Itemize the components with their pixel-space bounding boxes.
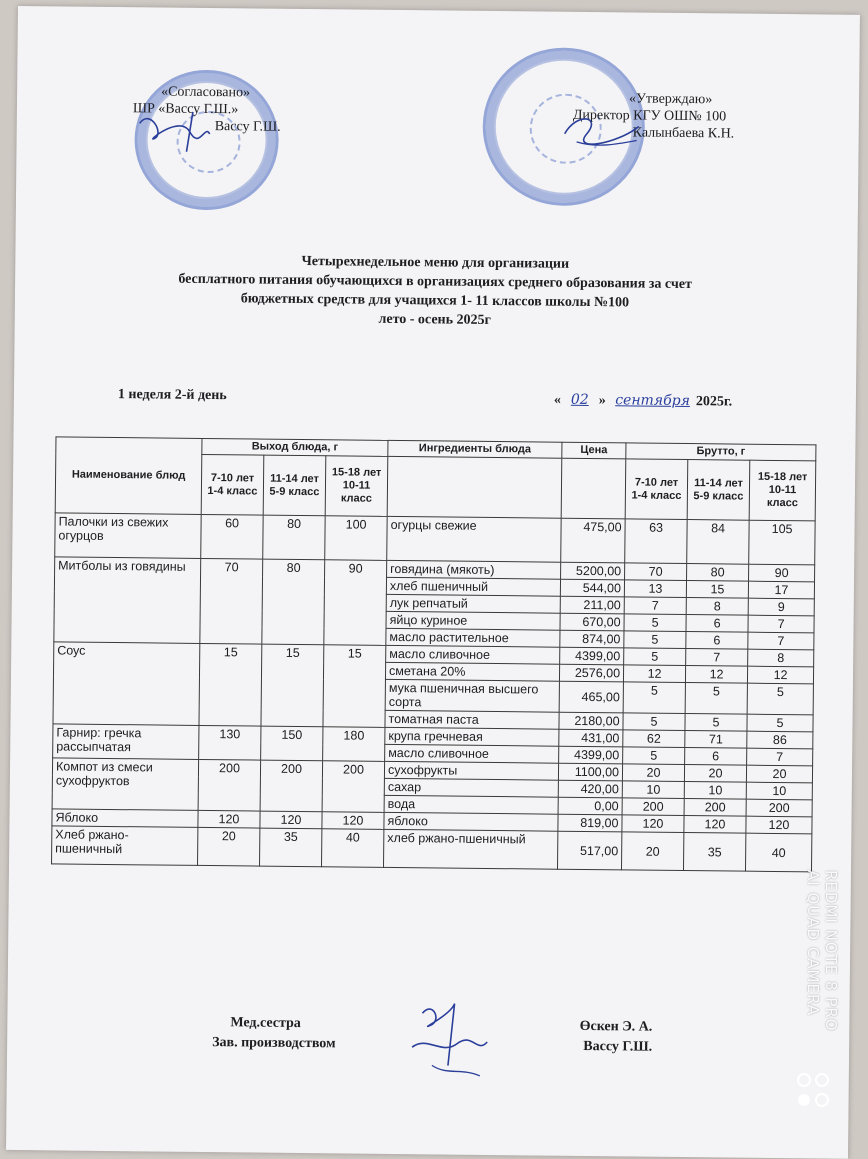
left-approval-heading: «Согласовано» — [161, 84, 251, 101]
header-yield-age-3: 15-18 лет 10-11 класс — [325, 456, 388, 517]
brutto-value: 20 — [622, 764, 684, 782]
yield-value: 130 — [199, 725, 261, 760]
header-dish: Наименование блюд — [55, 437, 202, 515]
title-line-2: бесплатного питания обучающихся в организациях среднего образования за счет — [178, 271, 692, 293]
brutto-value: 200 — [684, 799, 746, 817]
dish-name: Гарнир: гречка рассыпчатая — [53, 724, 199, 760]
dish-name: Палочки из свежих огурцов — [55, 513, 201, 559]
watermark-line-2: AI QUAD CAMERA — [804, 870, 822, 1017]
brutto-value: 5 — [623, 747, 685, 765]
yield-value: 120 — [198, 810, 260, 828]
brutto-value: 5 — [747, 714, 813, 732]
price-value: 0,00 — [558, 797, 622, 815]
brutto-value: 7 — [748, 615, 814, 633]
ingredient-name: хлеб пшеничный — [386, 577, 560, 596]
brutto-value: 7 — [747, 748, 813, 766]
brutto-value: 120 — [684, 816, 746, 834]
dish-name: Хлеб ржано-пшеничный — [52, 826, 198, 866]
brutto-value: 120 — [622, 815, 684, 833]
yield-value: 60 — [201, 514, 263, 559]
ingredient-name: лук репчатый — [386, 594, 560, 613]
brutto-value: 5 — [624, 631, 686, 649]
brutto-value: 5 — [624, 648, 686, 666]
ingredient-name: масло сливочное — [386, 645, 560, 664]
header-ingredients: Ингредиенты блюда — [388, 440, 562, 458]
ingredient-name: масло растительное — [386, 628, 560, 647]
ingredient-name: крупа гречневая — [385, 727, 559, 746]
brutto-value: 40 — [746, 833, 812, 872]
brutto-value: 71 — [685, 731, 747, 749]
signature-role-nurse: Мед.сестра — [230, 1015, 301, 1032]
title-line-4: лето - осень 2025г — [378, 311, 491, 328]
brutto-value: 200 — [622, 798, 684, 816]
brutto-value: 5 — [685, 683, 747, 715]
yield-value: 15 — [261, 644, 324, 727]
brutto-value: 90 — [749, 564, 815, 582]
title-line-1: Четырехнедельное меню для организации — [301, 253, 570, 272]
watermark-line-1: REDMI NOTE 8 PRO — [822, 870, 840, 1032]
brutto-value: 12 — [623, 665, 685, 683]
brutto-value: 13 — [624, 580, 686, 598]
left-handwritten-signature — [134, 103, 215, 154]
signature-role-production: Зав. производством — [212, 1035, 336, 1052]
brutto-value: 8 — [686, 598, 748, 616]
brutto-value: 10 — [746, 782, 812, 800]
ingredient-name: мука пшеничная высшего сорта — [385, 679, 559, 712]
price-value: 874,00 — [560, 630, 624, 648]
left-approval-position: ШР «Вассу Г.Ш.» — [132, 101, 239, 118]
header-brutto-age-1: 7-10 лет 1-4 класс — [625, 459, 688, 520]
brutto-value: 5 — [747, 683, 813, 715]
title-line-3: бюджетных средств для учащихся 1- 11 классов школы №100 — [240, 291, 630, 311]
brutto-value: 84 — [687, 520, 749, 565]
ingredient-name: сахар — [384, 778, 558, 797]
ingredient-name: сухофрукты — [384, 761, 558, 780]
price-value: 5200,00 — [561, 562, 625, 580]
yield-value: 15 — [323, 645, 386, 728]
brutto-value: 15 — [686, 581, 748, 599]
ingredient-name: яблоко — [384, 812, 558, 831]
yield-value: 200 — [322, 761, 385, 813]
brutto-value: 6 — [686, 632, 748, 650]
dish-name: Яблоко — [52, 809, 198, 828]
brutto-value: 6 — [685, 748, 747, 766]
date-close-quote: » — [598, 393, 606, 409]
ingredient-name: масло сливочное — [385, 744, 559, 763]
price-value: 670,00 — [560, 613, 624, 631]
yield-value: 200 — [260, 760, 323, 812]
brutto-value: 35 — [684, 833, 746, 872]
ingredient-name: вода — [384, 795, 558, 814]
yield-value: 200 — [198, 759, 261, 811]
right-handwritten-signature — [556, 104, 647, 155]
ingredient-name: томатная паста — [385, 710, 559, 729]
price-value: 544,00 — [560, 579, 624, 597]
right-approval-position: Директор КГУ ОШ№ 100 — [572, 107, 727, 125]
brutto-value: 17 — [748, 581, 814, 599]
yield-value: 180 — [323, 727, 385, 762]
brutto-value: 12 — [685, 666, 747, 684]
brutto-value: 5 — [624, 614, 686, 632]
yield-value: 40 — [322, 829, 384, 868]
brutto-value: 7 — [748, 632, 814, 650]
camera-watermark — [804, 870, 840, 1032]
header-yield-age-2: 11-14 лет 5-9 класс — [263, 455, 326, 516]
dish-name: Соус — [53, 642, 200, 726]
brutto-value: 20 — [746, 765, 812, 783]
brutto-value: 10 — [622, 781, 684, 799]
yield-value: 80 — [263, 515, 325, 560]
left-approval-name: Вассу Г.Ш. — [214, 119, 281, 135]
right-approval-heading: «Утверждаю» — [628, 91, 713, 108]
document-sheet — [6, 6, 860, 1159]
brutto-value: 63 — [625, 519, 687, 564]
brutto-value: 120 — [746, 816, 812, 834]
price-value: 4399,00 — [560, 647, 624, 665]
yield-value: 90 — [324, 560, 387, 646]
yield-value: 80 — [262, 559, 325, 645]
brutto-value: 7 — [686, 649, 748, 667]
camera-watermark-dots-icon — [794, 1070, 834, 1115]
price-value: 475,00 — [561, 518, 625, 563]
ingredient-name: яйцо куриное — [386, 611, 560, 630]
table-row — [52, 826, 812, 872]
header-brutto: Брутто, г — [626, 443, 816, 461]
yield-value: 120 — [322, 812, 384, 830]
document-date — [554, 392, 732, 411]
table-row — [55, 513, 815, 565]
date-month: сентября — [615, 392, 690, 410]
price-value: 211,00 — [560, 596, 624, 614]
week-day-label: 1 неделя 2-й день — [117, 387, 227, 404]
brutto-value: 200 — [746, 799, 812, 817]
signature-block — [212, 1013, 652, 1058]
yield-value: 35 — [260, 828, 322, 867]
date-day: 02 — [570, 391, 589, 408]
header-yield-age-1: 7-10 лет 1-4 класс — [201, 454, 264, 515]
document-title — [110, 250, 761, 333]
ingredient-name: говядина (мякоть) — [387, 560, 561, 579]
yield-value: 70 — [200, 558, 263, 644]
brutto-value: 5 — [623, 682, 685, 714]
price-value: 2576,00 — [559, 664, 623, 682]
price-value: 2180,00 — [559, 712, 623, 730]
date-year: 2025г. — [695, 394, 733, 410]
yield-value: 120 — [260, 811, 322, 829]
yield-value: 100 — [325, 516, 387, 561]
signature-name-nurse: Өскен Э. А. — [579, 1018, 653, 1035]
yield-value: 150 — [261, 726, 323, 761]
price-value: 420,00 — [558, 780, 622, 798]
dish-name: Митболы из говядины — [54, 557, 201, 644]
brutto-value: 86 — [747, 731, 813, 749]
menu-table — [51, 436, 816, 872]
header-empty-price — [561, 458, 626, 519]
header-empty-ingredients — [387, 456, 562, 518]
ingredient-name: сметана 20% — [385, 662, 559, 681]
brutto-value: 5 — [685, 714, 747, 732]
header-yield: Выход блюда, г — [202, 438, 388, 456]
brutto-value: 6 — [686, 615, 748, 633]
date-open-quote: « — [553, 392, 561, 408]
yield-value: 20 — [198, 827, 260, 866]
brutto-value: 7 — [624, 597, 686, 615]
price-value: 465,00 — [559, 681, 623, 713]
yield-value: 15 — [199, 643, 262, 726]
price-value: 517,00 — [558, 831, 622, 870]
ingredient-name: огурцы свежие — [387, 516, 561, 562]
brutto-value: 62 — [623, 730, 685, 748]
header-brutto-age-2: 11-14 лет 5-9 класс — [687, 460, 750, 521]
dish-name: Компот из смеси сухофруктов — [52, 758, 199, 811]
brutto-value: 10 — [684, 782, 746, 800]
brutto-value: 20 — [622, 832, 684, 871]
brutto-value: 8 — [748, 649, 814, 667]
header-price: Цена — [562, 442, 626, 459]
brutto-value: 9 — [748, 598, 814, 616]
brutto-value: 80 — [687, 564, 749, 582]
header-brutto-age-3: 15-18 лет 10-11 класс — [749, 460, 816, 521]
price-value: 4399,00 — [559, 746, 623, 764]
price-value: 1100,00 — [558, 763, 622, 781]
brutto-value: 12 — [747, 666, 813, 684]
signature-name-production: Вассу Г.Ш. — [583, 1038, 653, 1055]
right-approval-name: Калынбаева К.Н. — [632, 125, 735, 142]
brutto-value: 70 — [625, 563, 687, 581]
ingredient-name: хлеб ржано-пшеничный — [384, 829, 558, 869]
price-value: 819,00 — [558, 814, 622, 832]
price-value: 431,00 — [559, 729, 623, 747]
brutto-value: 105 — [749, 520, 815, 565]
brutto-value: 5 — [623, 713, 685, 731]
brutto-value: 20 — [684, 765, 746, 783]
